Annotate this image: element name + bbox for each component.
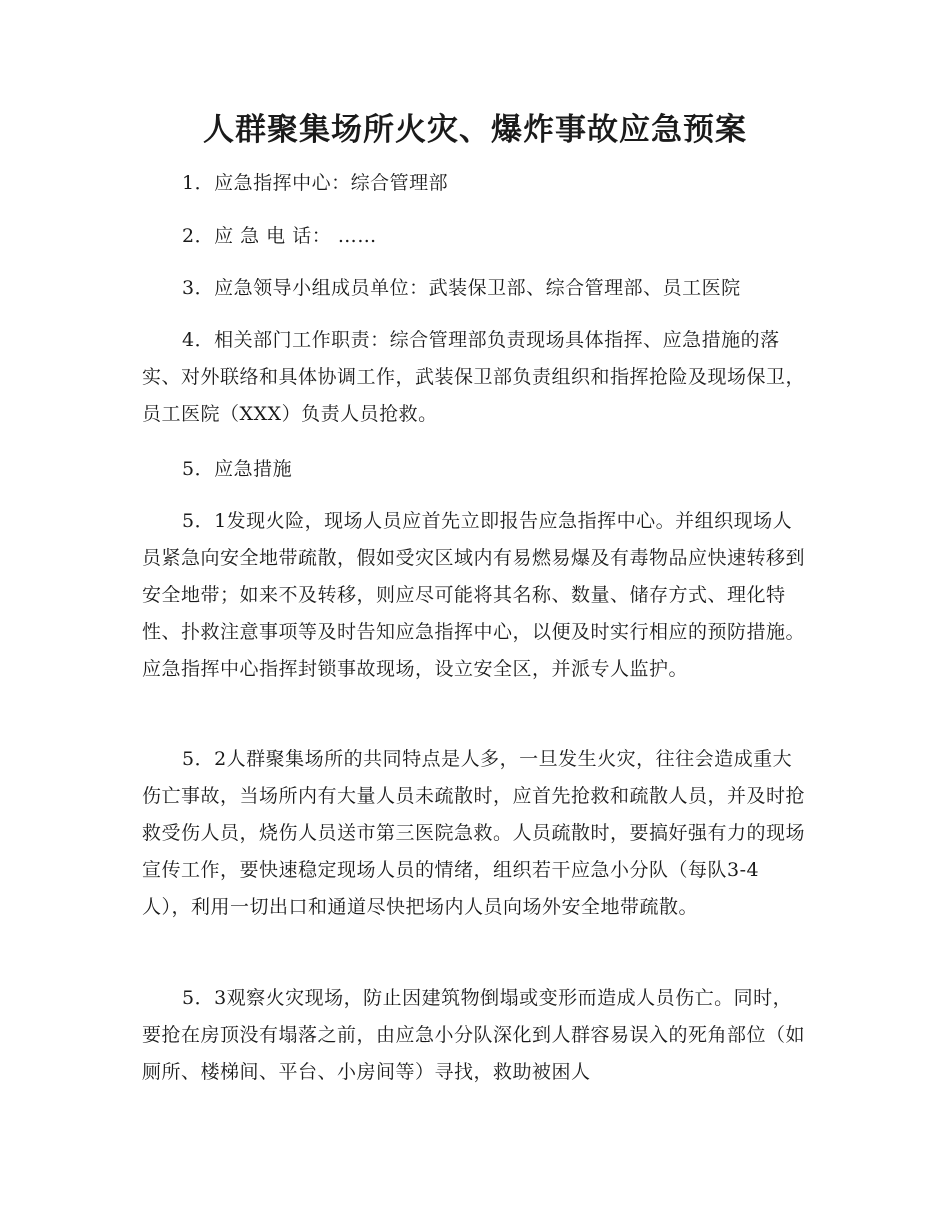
paragraph-leading-group: 3．应急领导小组成员单位：武装保卫部、综合管理部、员工医院 — [182, 277, 741, 299]
paragraph-measure-5-2: 5．2人群聚集场所的共同特点是人多，一旦发生火灾，往往会造成重大伤亡事故，当场所内有大量人员未疏散时，应首先抢救和疏散人员，并及时抢救受伤人员，烧伤人员送市第三医院急救。人员疏散时，要搞好强有力的现场宣传工作，要快速稳定现场人员的情绪，组织若干应急小分队（每队3-4人），利用一切出口和通道尽快把场内人员向场外安全地带疏散。 — [142, 748, 806, 918]
document-title: 人群聚集场所火灾、爆炸事故应急预案 — [203, 112, 747, 148]
paragraph-measure-5-1: 5．1发现火险，现场人员应首先立即报告应急指挥中心。并组织现场人员紧急向安全地带疏散，假如受灾区域内有易燃易爆及有毒物品应快速转移到安全地带；如来不及转移，则应尽可能将其名称、数量、储存方式、理化特性、扑救注意事项等及时告知应急指挥中心，以便及时实行相应的预防措施。应急指挥中心指挥封锁事故现场，设立安全区，并派专人监护。 — [142, 510, 806, 680]
paragraph-measure-5-3: 5．3观察火灾现场，防止因建筑物倒塌或变形而造成人员伤亡。同时，要抢在房顶没有塌落之前，由应急小分队深化到人群容易误入的死角部位（如厕所、楼梯间、平台、小房间等）寻找，救助被困人 — [142, 987, 806, 1083]
paragraph-emergency-phone: 2．应 急 电 话： …… — [182, 225, 377, 247]
paragraph-emergency-measures: 5．应急措施 — [182, 458, 293, 480]
paragraph-department-duties: 4．相关部门工作职责：综合管理部负责现场具体指挥、应急措施的落实、对外联络和具体协调工作，武装保卫部负责组织和指挥抢险及现场保卫，员工医院（XXX）负责人员抢救。 — [142, 329, 806, 425]
paragraph-command-center: 1．应急指挥中心：综合管理部 — [182, 172, 449, 194]
